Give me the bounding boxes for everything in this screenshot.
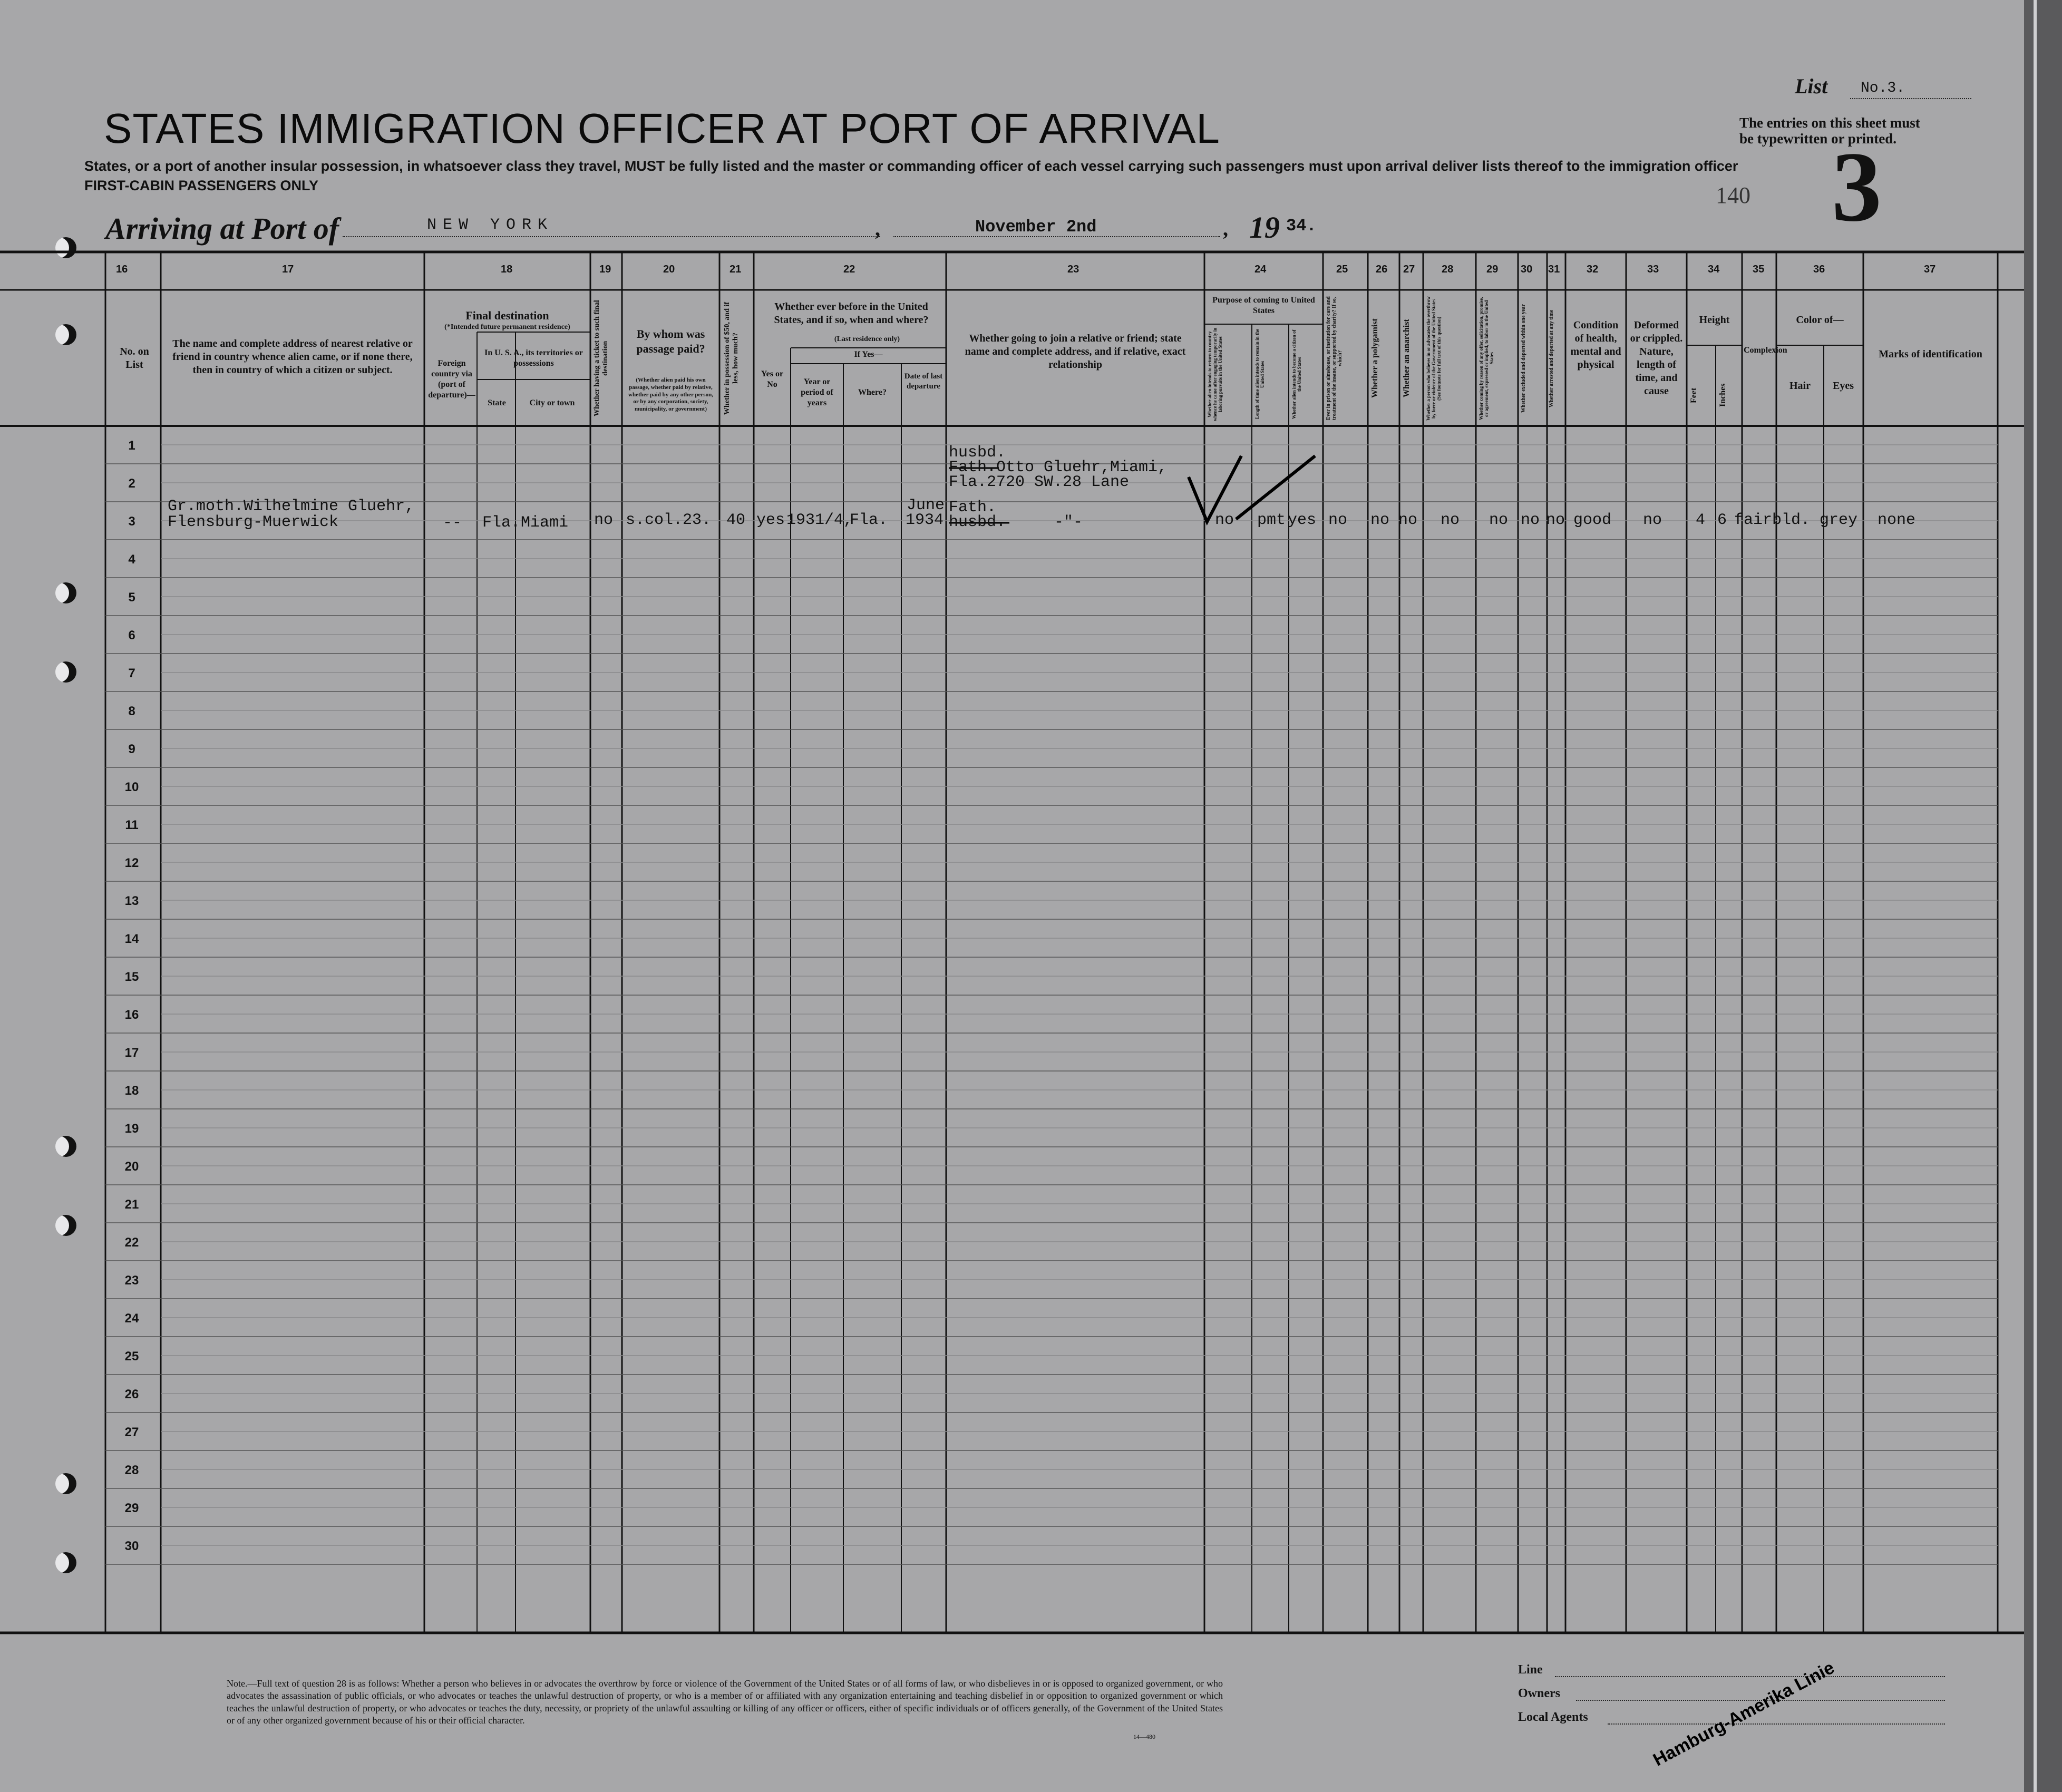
header-state: State <box>488 398 506 407</box>
header-polygamist: Whether a polygamist <box>1370 318 1379 398</box>
row2-departure-year: 1934 <box>906 511 944 529</box>
row-number: 8 <box>128 704 135 718</box>
port-comma: , <box>875 217 880 240</box>
row2-relative-ditto: -"- <box>1054 513 1083 531</box>
col-number-31: 31 <box>1548 264 1560 275</box>
col-number-30: 30 <box>1521 264 1533 275</box>
col-number-18: 18 <box>501 264 513 275</box>
row-number: 11 <box>125 818 139 832</box>
header-in-usa: In U. S. A., its territories or possessions <box>484 348 583 368</box>
header-inches: Inches <box>1718 383 1727 407</box>
sheet-number-large: 3 <box>1832 132 1882 242</box>
header-hair: Hair <box>1789 380 1811 392</box>
row2-relation-struck: husbd. <box>949 513 1006 531</box>
header-excluded: Whether excluded and deported within one year <box>1521 304 1526 413</box>
header-labor-offer: Whether coming by reason of any offer, solicitation, promise, or agreement, expressed or implied, to labor in the United States <box>1479 297 1494 420</box>
page-edge <box>2024 0 2062 1792</box>
header-eyes: Eyes <box>1833 380 1854 392</box>
col-number-32: 32 <box>1587 264 1599 275</box>
page-edge-highlight <box>2034 0 2037 1792</box>
row2-excluded: no <box>1521 511 1540 529</box>
header-date-departure: Date of last departure <box>904 372 943 391</box>
row2-before-where: Fla. <box>850 511 888 529</box>
col-number-23: 23 <box>1067 264 1079 275</box>
row2-purpose-length: pmt <box>1257 511 1286 529</box>
row2-purpose-return: no <box>1215 511 1234 529</box>
row2-arrested: no <box>1546 511 1565 529</box>
col-number-27: 27 <box>1403 264 1415 275</box>
col-number-19: 19 <box>599 264 611 275</box>
header-feet: Feet <box>1689 387 1698 403</box>
row-number: 19 <box>124 1122 139 1136</box>
header-ticket: Whether having a ticket to such final destination <box>593 300 609 417</box>
row2-foreign-country: -- <box>443 514 462 532</box>
line-label: Line <box>1518 1663 1543 1677</box>
shipping-line-stamp: Hamburg-Amerika Linie <box>1650 1657 1838 1770</box>
header-marks: Marks of identification <box>1879 348 1982 360</box>
header-city: City or town <box>529 398 575 407</box>
row-number: 17 <box>124 1046 139 1060</box>
header-final-destination: Final destination <box>465 309 549 322</box>
header-passage-paid-sub: (Whether alien paid his own passage, whether paid by relative, whether paid by any other person, or by any corporation, society, municipality, or government) <box>628 377 713 412</box>
header-purpose-c: Whether alien intends to become a citizen of the United States <box>1291 329 1302 419</box>
typewritten-note-1: The entries on this sheet must <box>1739 115 1920 131</box>
local-agents-label: Local Agents <box>1518 1710 1588 1724</box>
row2-deformed: no <box>1643 511 1662 529</box>
header-years: Year or period of years <box>801 377 833 407</box>
col-number-20: 20 <box>663 264 675 275</box>
row-number: 1 <box>128 439 135 453</box>
row2-question-28: no <box>1441 511 1460 529</box>
row-number: 28 <box>124 1463 139 1477</box>
row-number: 15 <box>124 970 139 984</box>
header-passage-paid: By whom was passage paid? <box>636 327 705 355</box>
row2-before-yes-no: yes <box>756 511 785 529</box>
row2-nearest-relative-name: Gr.moth.Wilhelmine Gluehr, <box>168 498 415 515</box>
row-number: 16 <box>124 1008 139 1022</box>
col-number-34: 34 <box>1708 264 1720 275</box>
row-number: 9 <box>128 742 135 756</box>
row-number: 21 <box>124 1197 139 1212</box>
row2-relation: Fath. <box>949 499 997 517</box>
row2-state: Fla. <box>482 514 521 532</box>
owners-label: Owners <box>1518 1687 1560 1700</box>
row2-nearest-relative-address: Flensburg-Muerwick <box>168 513 339 531</box>
col-number-22: 22 <box>843 264 855 275</box>
col-number-28: 28 <box>1442 264 1454 275</box>
line-field <box>1555 1676 1945 1677</box>
col-number-25: 25 <box>1336 264 1348 275</box>
row1-relative-name: .Otto Gluehr,Miami, <box>987 459 1168 476</box>
header-foreign-country: Foreign country via (port of departure)— <box>428 359 475 400</box>
col-number-26: 26 <box>1376 264 1388 275</box>
form-title: STATES IMMIGRATION OFFICER AT PORT OF ARRIVAL <box>104 105 1220 152</box>
row2-before-years: 1931/4, <box>786 511 853 529</box>
row-number: 4 <box>128 552 135 567</box>
row2-complexion: fair <box>1734 511 1773 529</box>
col-number-35: 35 <box>1753 264 1765 275</box>
row-number: 10 <box>124 780 139 794</box>
header-prison: Ever in prison or almshouse, or institution for care and treatment of the insane, or supported by charity? If so, which? <box>1326 296 1343 421</box>
row2-hair: bld. <box>1772 511 1811 529</box>
header-purpose-a: Whether alien intends to return to country whence he came after engaging temporarily in laboring pursuits in the United States <box>1207 327 1223 421</box>
row-number: 20 <box>124 1160 139 1174</box>
row-number: 6 <box>128 628 135 642</box>
row2-departure-month: June <box>907 496 945 514</box>
form-subtitle: States, or a port of another insular possession, in whatsoever class they travel, MUST be fully listed and the master or commanding officer of each vessel carrying such passengers must upon arrival deliver lists thereof to the immigration officer <box>84 158 1738 174</box>
row-number: 30 <box>124 1539 139 1553</box>
row2-anarchist: no <box>1398 511 1418 529</box>
header-where: Where? <box>858 388 887 397</box>
list-number: No.3. <box>1861 80 1905 96</box>
col-number-33: 33 <box>1647 264 1659 275</box>
col-number-21: 21 <box>730 264 742 275</box>
header-deformed: Deformed or crippled. Nature, length of time, and cause <box>1630 319 1683 397</box>
header-before-in-us: Whether ever before in the United States, and if so, when and where? <box>774 301 929 326</box>
row2-height-inches: 6 <box>1717 511 1727 529</box>
header-health: Condition of health, mental and physical <box>1570 319 1621 371</box>
header-color: Color of— <box>1796 314 1844 326</box>
row1-relation: husbd. <box>949 444 1006 462</box>
header-arrested: Whether arrested and deported at any time <box>1549 309 1554 407</box>
sheet-number-small: 140 <box>1716 182 1750 208</box>
row2-health: good <box>1573 511 1612 529</box>
header-anarchist: Whether an anarchist <box>1402 319 1411 398</box>
col-number-24: 24 <box>1254 264 1267 275</box>
form-number: 14—480 <box>1133 1733 1155 1740</box>
year-suffix: 34. <box>1286 216 1317 236</box>
col-number-36: 36 <box>1813 264 1825 275</box>
row2-eyes: grey <box>1820 511 1858 529</box>
row-number: 5 <box>128 590 135 605</box>
question-28-footnote: Note.—Full text of question 28 is as follows: Whether a person who believes in or advocates the overthrow by force or violence of the Government of the United States or of all forms of law, or who disbelieves in or is opposed to organized government, or who advocates the assassination of public officials, or who advocates or teaches the unlawful destruction of property, or who is a member of or affiliated with any organization entertaining and teaching disbelief in or opposition to organized government or which teaches the unlawful destruction of property, or who advocates or teaches the duty, necessity, or propriety of the unlawful assaulting or killing of any officer or officers, either of specific individuals or of officers generally, of the Government of the United States or of any other organized government because of his or their official character. <box>227 1678 1223 1726</box>
header-join-relative: Whether going to join a relative or friend; state name and complete address, and if relative, exact relationship <box>965 333 1186 371</box>
header-height: Height <box>1699 314 1730 326</box>
header-final-destination-sub: (*Intended future permanent residence) <box>444 323 570 331</box>
row2-city: Miami <box>521 514 569 532</box>
row-number: 29 <box>124 1501 139 1515</box>
row-number: 13 <box>124 894 139 908</box>
row-number: 14 <box>124 932 139 946</box>
row-number: 12 <box>124 856 139 870</box>
row2-prison: no <box>1328 511 1348 529</box>
col-number-29: 29 <box>1486 264 1499 275</box>
col-number-37: 37 <box>1924 264 1936 275</box>
row2-labor-offer: no <box>1489 511 1509 529</box>
row-number: 7 <box>128 666 135 680</box>
row-number: 26 <box>124 1387 139 1401</box>
row2-marks: none <box>1878 511 1916 529</box>
col-number-16: 16 <box>116 264 128 275</box>
row-number: 25 <box>124 1349 139 1364</box>
list-label: List <box>1795 74 1828 98</box>
row2-money: 40 <box>726 511 746 529</box>
header-yes-no: Yes or No <box>761 369 784 389</box>
header-before-in-us-sub: (Last residence only) <box>834 335 900 343</box>
header-question-28: Whether a person who believes in or advocates the overthrow by force or violence of the Government of the United States (See footnote for full text of this question) <box>1426 296 1442 421</box>
row-number: 18 <box>124 1084 139 1098</box>
row2-purpose-citizen: yes <box>1288 511 1317 529</box>
row1-relation-struck: Fath <box>949 459 987 476</box>
row-number: 3 <box>128 514 135 529</box>
typewritten-note-2: be typewritten or printed. <box>1739 131 1896 147</box>
arriving-label: Arriving at Port of <box>105 211 339 246</box>
row2-ticket: no <box>594 511 614 529</box>
row-number: 22 <box>124 1235 139 1250</box>
header-purpose-b: Length of time alien intends to remain in the United States <box>1254 329 1265 420</box>
row1-relative-address: Fla.2720 SW.28 Lane <box>949 473 1130 491</box>
header-no-on-list: No. on List <box>120 346 149 371</box>
row-number: 23 <box>124 1273 139 1288</box>
row-number: 24 <box>124 1311 139 1326</box>
header-if-yes: If Yes— <box>854 350 883 359</box>
col-number-17: 17 <box>282 264 294 275</box>
port-value: NEW YORK <box>427 216 554 234</box>
row2-height-feet: 4 <box>1696 511 1706 529</box>
row2-polygamist: no <box>1370 511 1390 529</box>
header-complexion: Complexion <box>1744 346 1787 355</box>
header-nearest-relative: The name and complete address of nearest relative or friend in country whence alien came, or if none there, then in country of which a citizen or subject. <box>172 338 413 376</box>
year-prefix: 19 <box>1249 210 1280 245</box>
row2-passage-paid: s.col.23. <box>626 511 712 529</box>
header-purpose: Purpose of coming to United States <box>1212 296 1315 315</box>
date-value: November 2nd <box>975 217 1097 237</box>
header-fifty-dollars: Whether in possession of $50, and if less, how much? <box>723 301 740 415</box>
date-comma: , <box>1223 217 1228 240</box>
local-agents-field <box>1608 1723 1945 1725</box>
cabin-class-label: FIRST-CABIN PASSENGERS ONLY <box>84 178 319 193</box>
row-number: 2 <box>128 476 135 491</box>
row-number: 27 <box>124 1425 139 1439</box>
